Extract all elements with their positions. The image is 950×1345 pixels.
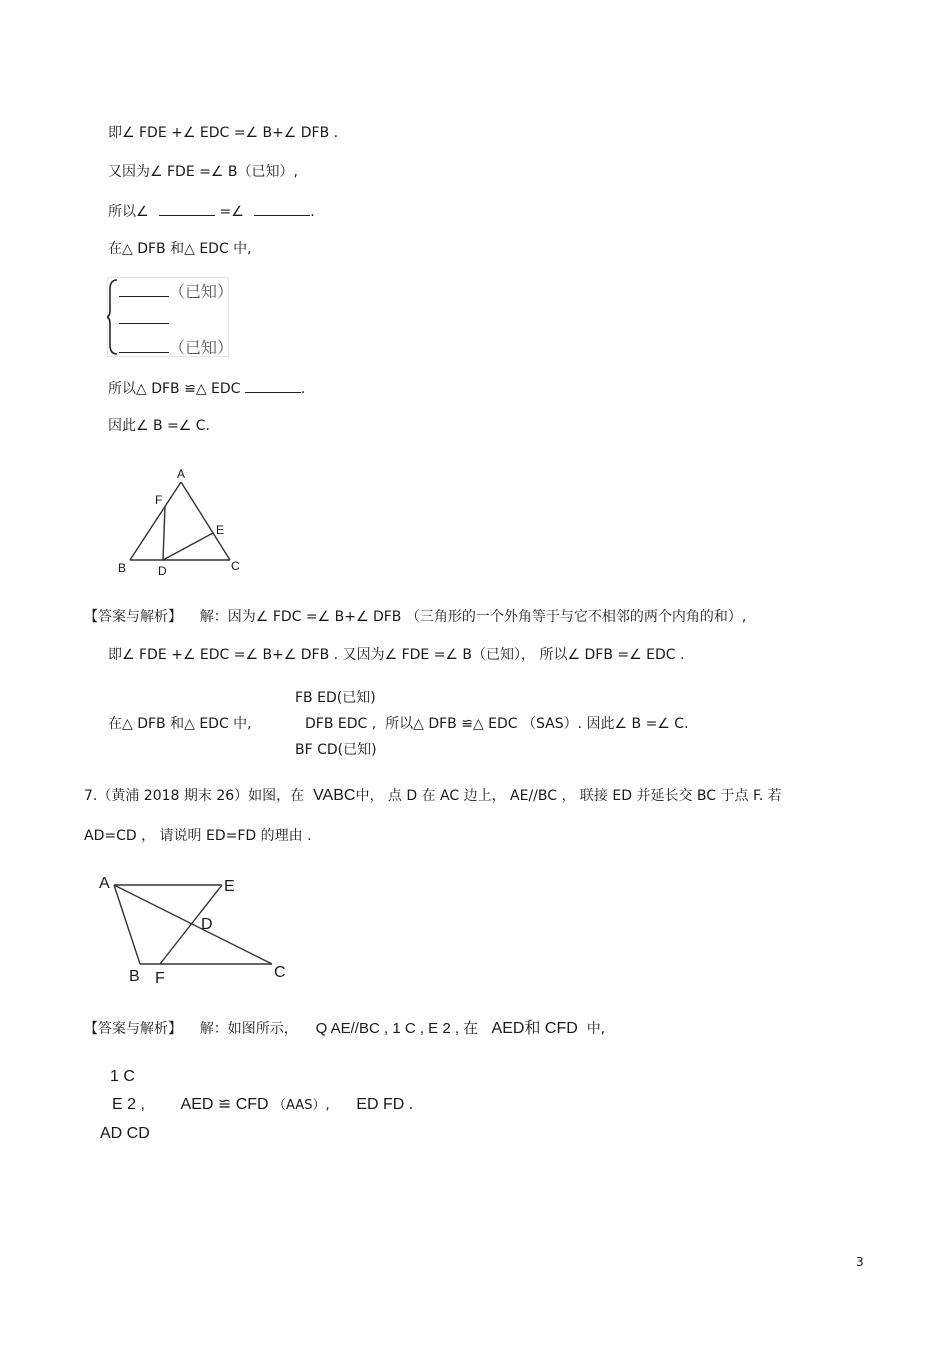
answer-blank — [254, 201, 310, 216]
answer-6-line-1 — [84, 607, 746, 627]
proof-line-5-post: . — [300, 381, 306, 397]
answer-7-system-mid-text: E 2 , — [112, 1096, 145, 1113]
answer-7-math: Q AE//BC , 1 C , E 2 , 在 — [315, 1020, 479, 1037]
answer-blank — [159, 201, 215, 216]
fig1-label-e: E — [216, 523, 225, 537]
brace-row-3-note: （已知） — [169, 338, 234, 357]
answer-7-system-bottom: AD CD — [100, 1125, 150, 1142]
answer-blank — [119, 309, 169, 324]
answer-7-post: 中, — [586, 1021, 606, 1037]
answer-6-line-3 — [108, 714, 252, 734]
brace-row-2 — [119, 309, 169, 328]
answer-7-system-top: 1 C — [110, 1068, 135, 1085]
brace-system — [107, 277, 234, 357]
proof-line-3-post: . — [310, 204, 315, 220]
fig1-label-b: B — [118, 561, 127, 575]
question-7-post: 中， 点 D 在 AC 边上， AE//BC ， 联接 ED 并延长交 BC 于点 F. 若 — [355, 788, 782, 804]
answer-6-system-bottom: BF CD(已知) — [295, 742, 377, 758]
answer-7-aas: （AAS）, — [273, 1098, 330, 1113]
question-7-line-2: AD=CD ， 请说明 ED=FD 的理由 . — [84, 828, 312, 844]
answer-label: 【答案与解析】 — [84, 609, 182, 625]
fig1-label-d: D — [158, 564, 167, 578]
question-7-math: VABC — [313, 787, 356, 804]
fig2-label-e: E — [224, 878, 235, 895]
proof-line-6: 因此∠ B =∠ C. — [108, 418, 211, 434]
answer-6-system-top: FB ED(已知) — [295, 690, 376, 706]
page-number: 3 — [856, 1255, 864, 1269]
fig1-label-a: A — [177, 467, 186, 481]
proof-line-1: 即∠ FDE +∠ EDC =∠ B+∠ DFB . — [108, 125, 339, 141]
answer-6-system-mid-text: DFB EDC , — [305, 716, 377, 732]
proof-line-3-mid: =∠ — [219, 204, 244, 220]
geometry-figure-2 — [90, 866, 300, 990]
answer-7-math-2: AED和 CFD — [491, 1020, 578, 1037]
fig2-label-f: F — [155, 970, 165, 987]
question-7-line-1 — [84, 786, 782, 806]
answer-6-system-mid — [305, 714, 689, 734]
answer-6-line-3-pre: 在△ DFB 和△ EDC 中, — [108, 716, 252, 732]
fig2-label-a: A — [99, 875, 110, 892]
answer-7-line-1 — [84, 1019, 605, 1039]
answer-blank — [245, 378, 301, 393]
proof-line-2: 又因为∠ FDE =∠ B（已知）, — [108, 164, 298, 180]
fig1-label-f: F — [155, 493, 163, 507]
triangle-figure-1 — [110, 462, 250, 582]
brace-row-1 — [119, 279, 233, 302]
brace-row-1-note: （已知） — [169, 282, 234, 301]
fig2-label-c: C — [274, 964, 286, 981]
fig2-label-b: B — [129, 968, 140, 985]
answer-6-line-3-post: 所以△ DFB ≌△ EDC （SAS）. 因此∠ B =∠ C. — [385, 716, 689, 732]
answer-blank — [119, 338, 169, 353]
answer-7-conclusion: ED FD . — [356, 1096, 414, 1113]
proof-line-3-pre: 所以∠ — [108, 204, 149, 220]
answer-label: 【答案与解析】 — [84, 1021, 182, 1037]
proof-line-4: 在△ DFB 和△ EDC 中, — [108, 241, 252, 257]
proof-line-5-pre: 所以△ DFB ≌△ EDC — [108, 381, 241, 397]
answer-6-line-2: 即∠ FDE +∠ EDC =∠ B+∠ DFB . 又因为∠ FDE =∠ B（已知）， 所以∠ DFB =∠ EDC . — [108, 647, 685, 663]
fig2-label-d: D — [201, 916, 213, 933]
answer-6-text-1: 解：因为∠ FDC =∠ B+∠ DFB （三角形的一个外角等于与它不相邻的两个内角的和）, — [199, 609, 747, 625]
brace-row-3 — [119, 335, 233, 358]
proof-line-3 — [108, 201, 315, 222]
answer-7-system-mid — [112, 1095, 413, 1116]
answer-7-result: AED ≌ CFD — [180, 1096, 269, 1113]
answer-blank — [119, 282, 169, 297]
answer-7-pre: 解：如图所示， — [199, 1021, 298, 1037]
proof-line-5 — [108, 378, 305, 399]
question-7-pre: 7.（黄浦 2018 期末 26）如图，在 — [84, 788, 305, 804]
fig1-label-c: C — [231, 559, 240, 573]
